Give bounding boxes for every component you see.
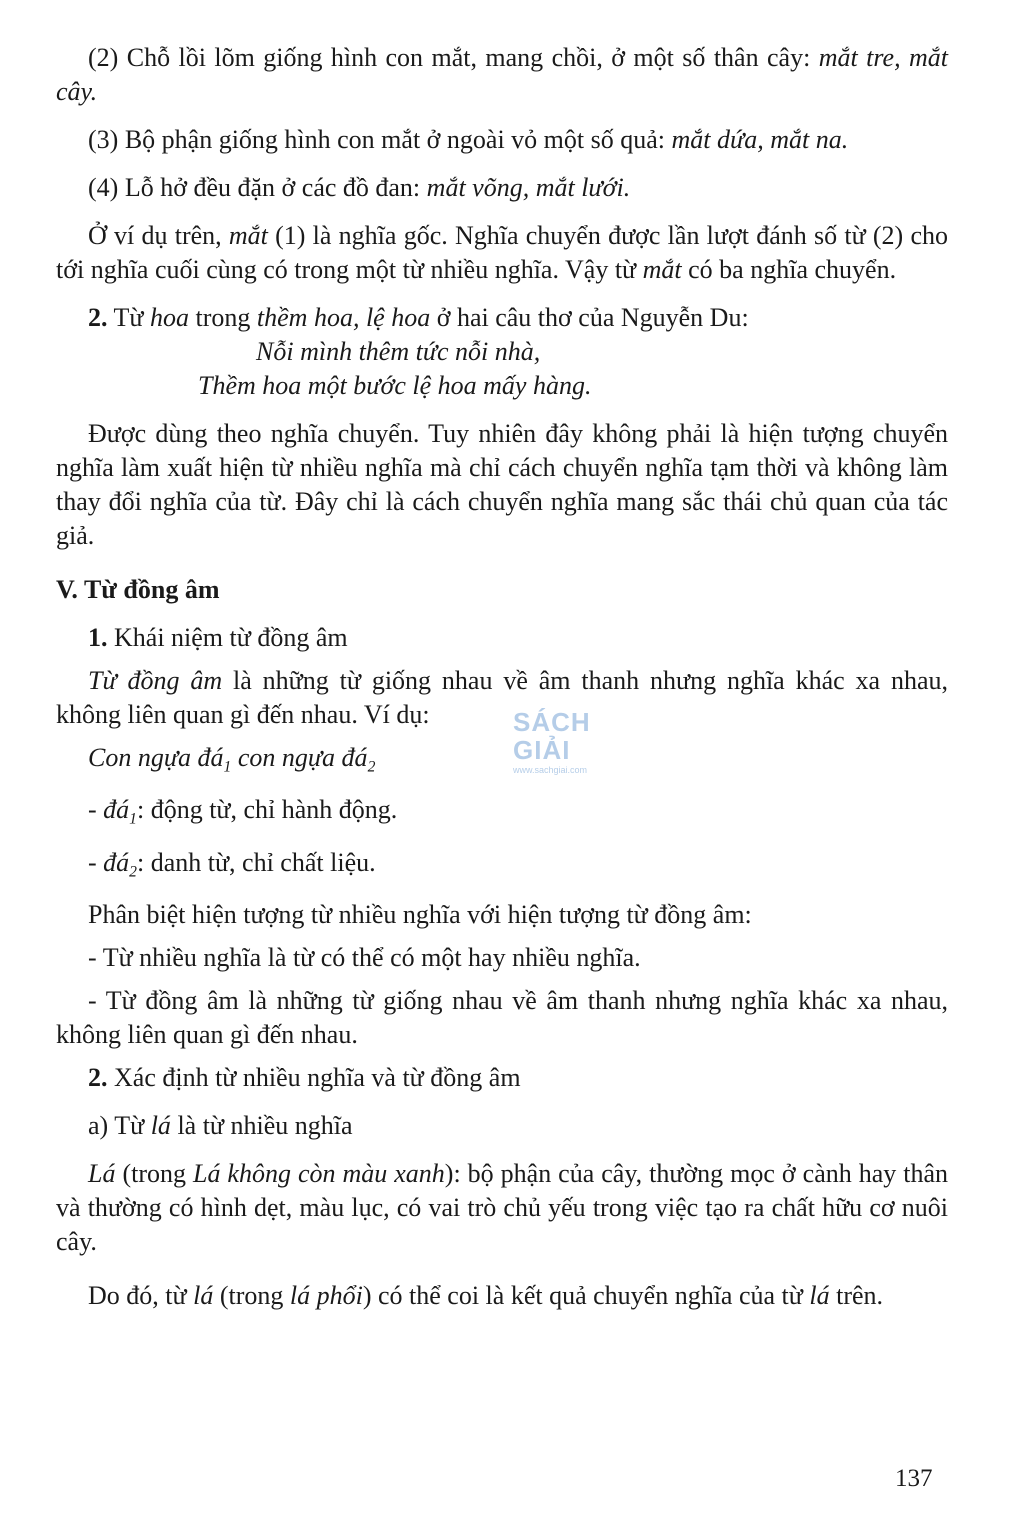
item-number: 2. bbox=[88, 303, 108, 332]
term: mắt bbox=[642, 255, 682, 284]
example: Con ngựa đá bbox=[88, 743, 224, 772]
text: trên. bbox=[829, 1281, 884, 1311]
term: mắt bbox=[228, 221, 268, 250]
list-item bbox=[56, 846, 948, 889]
meaning-4-paragraph bbox=[56, 171, 948, 205]
conclusion-paragraph bbox=[56, 1279, 948, 1313]
term: Lá bbox=[88, 1159, 116, 1189]
meaning-2-paragraph bbox=[56, 41, 948, 109]
list-item bbox=[56, 793, 948, 836]
verse: Nỗi mình thêm tức nỗi nhà, bbox=[256, 337, 541, 366]
text: : danh từ, chỉ chất liệu. bbox=[136, 847, 376, 877]
text: (1) là nghĩa gốc. Nghĩa chuyển được lần lượt đánh số từ (2) cho tới nghĩa cuối cùng có trong một từ nhiều nghĩa. Vậy từ bbox=[56, 221, 948, 284]
page-content bbox=[56, 41, 948, 1313]
example: con ngựa đá bbox=[231, 743, 368, 772]
example-sentence bbox=[56, 741, 948, 784]
page-number: 137 bbox=[895, 1465, 933, 1492]
comparison-intro: Phân biệt hiện tượng từ nhiều nghĩa với hiện tượng từ đồng âm: bbox=[88, 900, 752, 930]
text: có ba nghĩa chuyển. bbox=[681, 255, 897, 284]
example: mắt võng, mắt lưới. bbox=[426, 173, 631, 202]
text: a) Từ bbox=[88, 1111, 151, 1141]
verse-line-1 bbox=[56, 335, 948, 369]
example: mắt dứa, mắt na. bbox=[671, 125, 849, 154]
text: : động từ, chỉ hành động. bbox=[136, 795, 398, 825]
watermark-url: www.sachgiai.com bbox=[513, 765, 588, 775]
text: Từ bbox=[107, 303, 151, 332]
section-heading: V. Từ đồng âm bbox=[56, 575, 220, 604]
subheading-1 bbox=[56, 621, 948, 655]
text: Ở ví dụ trên, bbox=[88, 221, 229, 250]
verse: Thềm hoa một bước lệ hoa mấy hàng. bbox=[198, 371, 592, 400]
definition-paragraph bbox=[56, 664, 948, 732]
example: lá phổi bbox=[289, 1281, 363, 1311]
text: ) có thể coi là kết quả chuyển nghĩa của từ bbox=[362, 1281, 810, 1311]
text: - bbox=[88, 847, 104, 877]
term: lá bbox=[809, 1281, 830, 1311]
watermark-logo bbox=[513, 707, 615, 775]
subscript: 2 bbox=[367, 758, 376, 776]
text: (trong bbox=[115, 1159, 193, 1189]
text: ): bộ phận của cây, thường mọc ở cành hay thân và thường có hình dẹt, màu lục, có vai trò chủ yếu trong việc tạo ra chất hữu cơ nuôi cây. bbox=[56, 1159, 949, 1257]
text: - bbox=[88, 795, 104, 825]
leaf-definition-paragraph bbox=[56, 1157, 948, 1259]
meaning-3-paragraph bbox=[56, 123, 948, 157]
text: ở hai câu thơ của Nguyễn Du: bbox=[430, 303, 749, 332]
text: trong bbox=[189, 303, 257, 332]
explanation-paragraph bbox=[56, 219, 948, 287]
text: Do đó, từ bbox=[88, 1281, 194, 1311]
text: (trong bbox=[213, 1281, 290, 1311]
example: mắt tre, mắt cây. bbox=[56, 43, 949, 106]
term: lá bbox=[150, 1111, 171, 1141]
subscript: 2 bbox=[129, 863, 137, 881]
text: là từ nhiều nghĩa bbox=[170, 1111, 353, 1141]
item-2-paragraph bbox=[56, 301, 948, 335]
term: hoa bbox=[150, 303, 190, 332]
term: thềm hoa, lệ hoa bbox=[256, 303, 431, 332]
text: Xác định từ nhiều nghĩa và từ đồng âm bbox=[107, 1063, 521, 1093]
term: lá bbox=[193, 1281, 214, 1311]
term: đá bbox=[103, 847, 130, 877]
subscript: 1 bbox=[129, 810, 137, 828]
subpoint-a bbox=[56, 1109, 948, 1143]
text: (2) Chỗ lồi lõm giống hình con mắt, mang chồi, ở một số thân cây: bbox=[88, 43, 819, 72]
subscript: 1 bbox=[223, 758, 232, 776]
verse-line-2 bbox=[56, 369, 948, 403]
term: Từ đồng âm bbox=[88, 666, 223, 695]
example: Lá không còn màu xanh bbox=[192, 1159, 445, 1189]
commentary-paragraph: Được dùng theo nghĩa chuyển. Tuy nhiên đây không phải là hiện tượng chuyển nghĩa làm xuất hiện từ nhiều nghĩa mà chỉ cách chuyển nghĩa tạm thời và không làm thay đổi nghĩa của từ. Đây chỉ là cách chuyển nghĩa mang sắc thái chủ quan của tác giả. bbox=[56, 419, 948, 550]
text: là những từ giống nhau về âm thanh nhưng nghĩa khác xa nhau, không liên quan gì đến nhau. Ví dụ: bbox=[56, 666, 948, 729]
comparison-item: - Từ nhiều nghĩa là từ có thể có một hay nhiều nghĩa. bbox=[88, 943, 641, 973]
item-number: 1. bbox=[88, 623, 108, 652]
subheading-2 bbox=[56, 1061, 948, 1095]
comparison-item: - Từ đồng âm là những từ giống nhau về âm thanh nhưng nghĩa khác xa nhau, không liên quan gì đến nhau. bbox=[56, 986, 948, 1050]
watermark-text: SÁCH GIẢI bbox=[513, 707, 591, 765]
text: (4) Lỗ hở đều đặn ở các đồ đan: bbox=[88, 173, 427, 202]
text: (3) Bộ phận giống hình con mắt ở ngoài vỏ một số quả: bbox=[88, 125, 672, 154]
term: đá bbox=[103, 795, 130, 825]
item-number: 2. bbox=[88, 1063, 108, 1093]
text: Khái niệm từ đồng âm bbox=[107, 623, 348, 652]
